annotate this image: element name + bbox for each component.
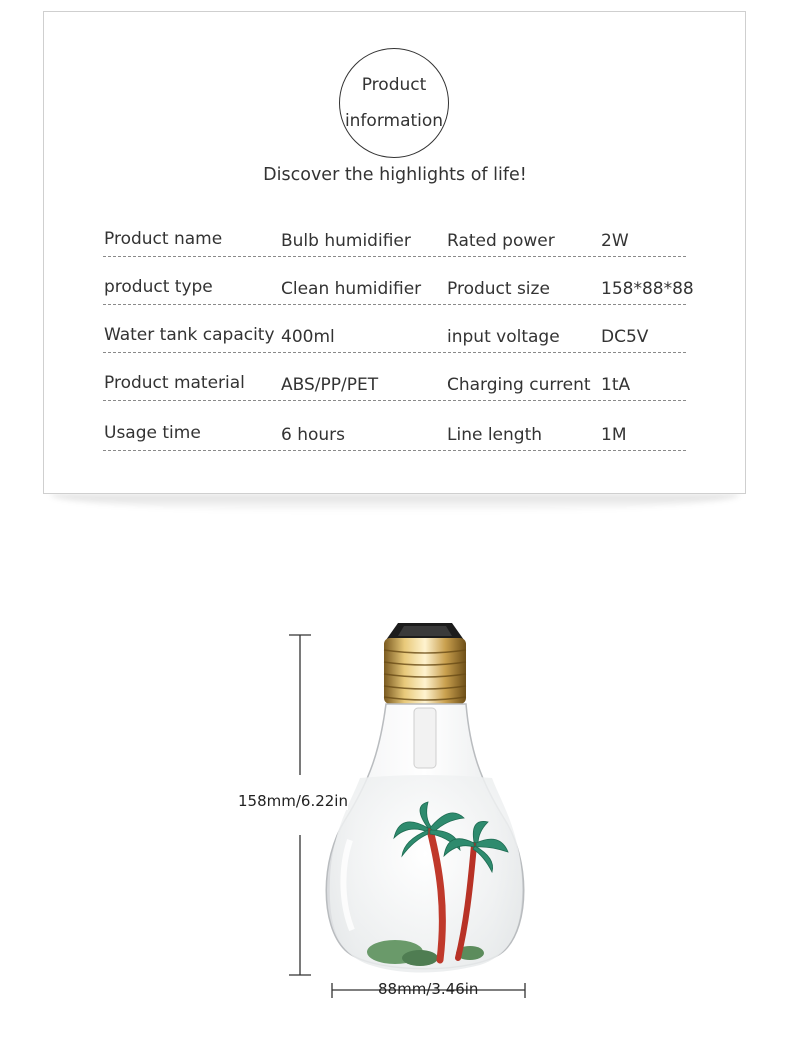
spec-value: 1M [601,425,627,445]
spec-row [103,209,686,257]
spec-label: Line length [447,425,543,445]
spec-label: Water tank capacity [104,325,275,345]
spec-label: Product name [104,229,223,249]
spec-row [103,403,686,451]
spec-value: ABS/PP/PET [281,375,379,395]
bulb-humidifier-image [0,600,790,1020]
badge-line-1: Product [361,75,427,95]
width-dimension-label: 88mm/3.46in [378,980,479,998]
spec-value: DC5V [601,327,649,347]
spec-label: Product material [104,373,245,393]
spec-label: Product size [447,279,550,299]
spec-label: Rated power [447,231,555,251]
spec-value: 158*88*88 [601,279,694,299]
spec-label: product type [104,277,213,297]
tagline: Discover the highlights of life! [263,165,527,185]
spec-row [103,353,686,401]
spec-value: 400ml [281,327,335,347]
spec-row [103,305,686,353]
spec-label: Usage time [104,423,201,443]
spec-row [103,257,694,305]
height-dimension-label: 158mm/6.22in [238,792,348,810]
badge-line-2: information [344,111,444,131]
spec-value: 2W [601,231,629,251]
product-information-badge [339,48,449,158]
spec-label: input voltage [447,327,560,347]
spec-label: Charging current [447,375,591,395]
spec-value: Clean humidifier [281,279,422,299]
spec-value: Bulb humidifier [281,231,411,251]
card-shadow [50,494,740,512]
spec-value: 6 hours [281,425,346,445]
spec-value: 1tA [601,375,631,395]
